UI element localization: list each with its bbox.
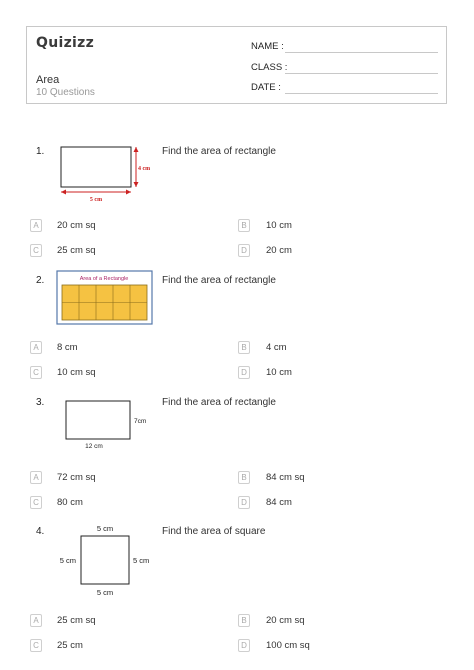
question-number: 4.: [36, 526, 45, 537]
option-letter: B: [238, 614, 250, 627]
rectangle-figure-q3: [62, 398, 154, 450]
option-c[interactable]: 10 cm sq: [57, 367, 96, 378]
option-letter: A: [30, 614, 42, 627]
width-label: 5 cm: [89, 197, 103, 203]
worksheet-title: Area: [36, 74, 60, 86]
option-c[interactable]: 25 cm sq: [57, 245, 96, 256]
bottom-label: 5 cm: [96, 588, 114, 597]
date-field-line[interactable]: [285, 93, 438, 94]
option-a[interactable]: 72 cm sq: [57, 472, 96, 483]
quizizz-logo: Quizizz: [36, 35, 95, 51]
height-label: 4 cm: [138, 166, 151, 172]
option-letter: C: [30, 639, 42, 652]
name-field-label: NAME :: [251, 41, 284, 52]
option-d[interactable]: 84 cm: [266, 497, 292, 508]
option-d[interactable]: 20 cm: [266, 245, 292, 256]
option-b[interactable]: 10 cm: [266, 220, 292, 231]
option-letter: C: [30, 496, 42, 509]
option-letter: A: [30, 219, 42, 232]
option-letter: B: [238, 341, 250, 354]
question-number: 2.: [36, 275, 45, 286]
option-letter: C: [30, 366, 42, 379]
option-letter: B: [238, 219, 250, 232]
figure-caption: Area of a Rectangle: [79, 276, 129, 282]
class-field-line[interactable]: [285, 73, 438, 74]
option-letter: C: [30, 244, 42, 257]
option-c[interactable]: 80 cm: [57, 497, 83, 508]
option-b[interactable]: 4 cm: [266, 342, 287, 353]
question-text: Find the area of rectangle: [162, 275, 276, 286]
option-letter: D: [238, 496, 250, 509]
date-field-label: DATE :: [251, 82, 281, 93]
option-c[interactable]: 25 cm: [57, 640, 83, 651]
worksheet-question-count: 10 Questions: [36, 87, 95, 98]
option-d[interactable]: 100 cm sq: [266, 640, 310, 651]
rectangle-grid-figure-q2: [56, 270, 154, 326]
option-b[interactable]: 84 cm sq: [266, 472, 305, 483]
option-letter: B: [238, 471, 250, 484]
option-a[interactable]: 8 cm: [57, 342, 78, 353]
worksheet-header: [26, 26, 447, 104]
option-letter: A: [30, 341, 42, 354]
question-number: 1.: [36, 146, 45, 157]
right-label: 5 cm: [133, 556, 150, 565]
option-b[interactable]: 20 cm sq: [266, 615, 305, 626]
option-letter: D: [238, 639, 250, 652]
option-letter: D: [238, 366, 250, 379]
question-text: Find the area of square: [162, 526, 266, 537]
top-label: 5 cm: [96, 524, 114, 533]
option-d[interactable]: 10 cm: [266, 367, 292, 378]
square-figure-q4: [54, 521, 158, 599]
rectangle-figure-q1: [56, 143, 156, 205]
height-label: 7cm: [134, 418, 147, 425]
left-label: 5 cm: [59, 556, 76, 565]
option-letter: D: [238, 244, 250, 257]
option-a[interactable]: 25 cm sq: [57, 615, 96, 626]
width-label: 12 cm: [85, 443, 103, 450]
question-number: 3.: [36, 397, 45, 408]
question-text: Find the area of rectangle: [162, 146, 276, 157]
option-a[interactable]: 20 cm sq: [57, 220, 96, 231]
name-field-line[interactable]: [285, 52, 438, 53]
question-text: Find the area of rectangle: [162, 397, 276, 408]
class-field-label: CLASS :: [251, 62, 288, 73]
option-letter: A: [30, 471, 42, 484]
